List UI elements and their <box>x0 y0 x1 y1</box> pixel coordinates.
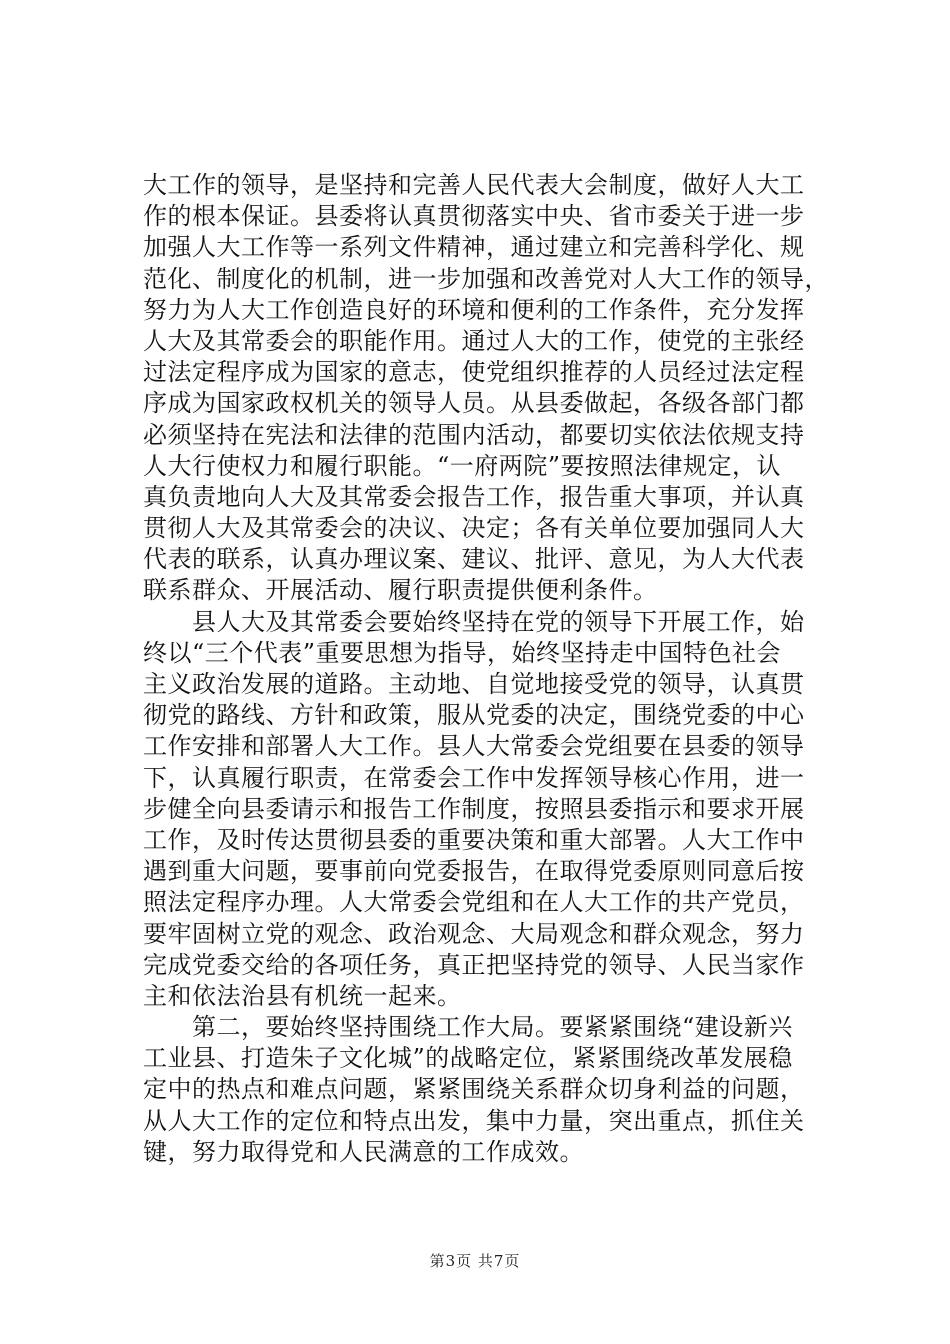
page-number-footer: 第3页 共7页 <box>429 1252 521 1270</box>
text-line: 人大及其常委会的职能作用。通过人大的工作，使党的主张经 <box>143 326 805 355</box>
text-line: 主和依法治县有机统一起来。 <box>143 981 462 1010</box>
text-line: 键，努力取得党和人民满意的工作成效。 <box>143 1137 584 1166</box>
text-line: 加强人大工作等一系列文件精神，通过建立和完善科学化、规 <box>143 233 805 262</box>
text-line: 定中的热点和难点问题，紧紧围绕关系群众切身利益的问题， <box>143 1075 805 1104</box>
text-line: 彻党的路线、方针和政策，服从党委的决定，围绕党委的中心 <box>143 701 805 730</box>
text-line: 终以“三个代表”重要思想为指导，始终坚持走中国特色社会 <box>143 638 782 667</box>
text-line: 序成为国家政权机关的领导人员。从县委做起，各级各部门都 <box>143 389 805 418</box>
text-line: 过法定程序成为国家的意志，使党组织推荐的人员经过法定程 <box>143 358 805 387</box>
text-line: 联系群众、开展活动、履行职责提供便利条件。 <box>143 576 658 605</box>
text-line: 必须坚持在宪法和法律的范围内活动，都要切实依法依规支持 <box>143 420 805 449</box>
text-line: 完成党委交给的各项任务，真正把坚持党的领导、人民当家作 <box>143 950 805 979</box>
text-line: 要牢固树立党的观念、政治观念、大局观念和群众观念，努力 <box>143 919 805 948</box>
text-line: 工业县、打造朱子文化城”的战略定位，紧紧围绕改革发展稳 <box>143 1044 793 1073</box>
text-line: 步健全向县委请示和报告工作制度，按照县委指示和要求开展 <box>143 794 805 823</box>
text-line: 代表的联系，认真办理议案、建议、批评、意见，为人大代表 <box>143 545 805 574</box>
text-line: 从人大工作的定位和特点出发，集中力量，突出重点，抓住关 <box>143 1106 805 1135</box>
text-line: 人大行使权力和履行职能。“一府两院”要按照法律规定，认 <box>143 451 782 480</box>
text-line: 大工作的领导，是坚持和完善人民代表大会制度，做好人大工 <box>143 171 805 199</box>
text-line: 县人大及其常委会要始终坚持在党的领导下开展工作，始 <box>143 607 805 636</box>
text-line: 真负责地向人大及其常委会报告工作，报告重大事项，并认真 <box>143 482 805 511</box>
text-line: 工作，及时传达贯彻县委的重要决策和重大部署。人大工作中 <box>143 825 805 854</box>
text-line: 作的根本保证。县委将认真贯彻落实中央、省市委关于进一步 <box>143 202 805 231</box>
text-line: 努力为人大工作创造良好的环境和便利的工作条件，充分发挥 <box>143 295 805 324</box>
text-line: 范化、制度化的机制，进一步加强和改善党对人大工作的领导， <box>143 264 829 293</box>
text-line: 下，认真履行职责，在常委会工作中发挥领导核心作用，进一 <box>143 763 805 792</box>
text-line: 遇到重大问题，要事前向党委报告，在取得党委原则同意后按 <box>143 857 805 886</box>
text-line: 主义政治发展的道路。主动地、自觉地接受党的领导，认真贯 <box>143 670 805 698</box>
document-body <box>143 170 863 1168</box>
text-line: 照法定程序办理。人大常委会党组和在人大工作的共产党员， <box>143 888 805 917</box>
text-line: 工作安排和部署人大工作。县人大常委会党组要在县委的领导 <box>143 732 805 761</box>
text-line: 第二，要始终坚持围绕工作大局。要紧紧围绕“建设新兴 <box>143 1013 793 1042</box>
text-line: 贯彻人大及其常委会的决议、决定；各有关单位要加强同人大 <box>143 514 805 543</box>
